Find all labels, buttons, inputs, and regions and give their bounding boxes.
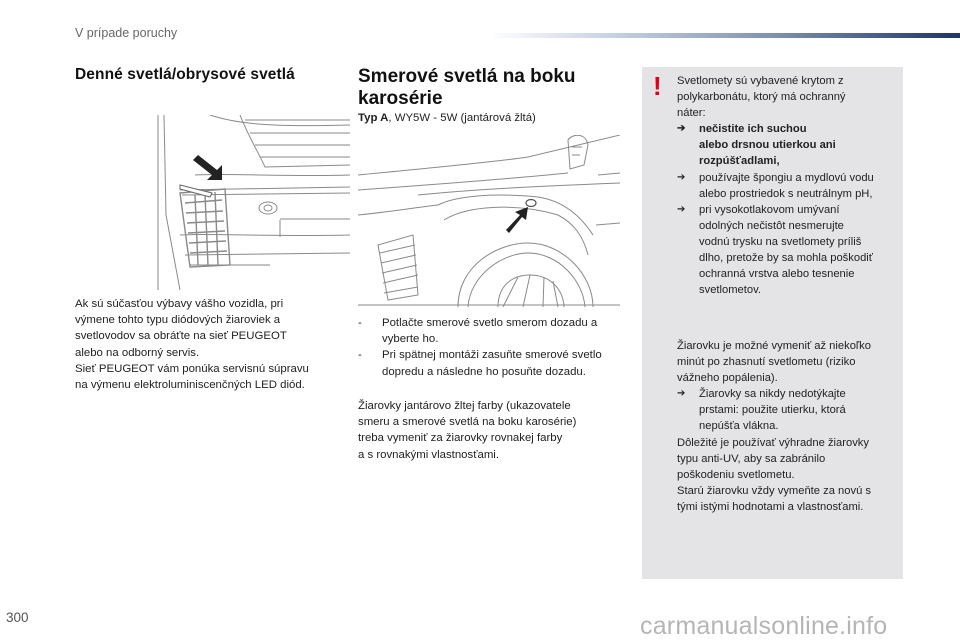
paragraph-line: a s rovnakými vlastnosťami. xyxy=(358,448,500,461)
note-line: poškodeniu svetlometu. xyxy=(677,468,795,481)
paragraph-line: Sieť PEUGEOT vám ponúka servisnú súpravu xyxy=(75,362,309,375)
bullet-line: odolných nečistôt nesmerujte xyxy=(699,219,844,232)
bullet-line: nepúšťa vlákna. xyxy=(699,420,779,433)
bulb-type-value: , WY5W - 5W (jantárová žltá) xyxy=(388,112,536,124)
bullet-line: používajte špongiu a mydlovú vodu xyxy=(699,171,874,184)
section-header: V prípade poruchy xyxy=(75,26,178,40)
bullet-line: alebo drsnou utierkou ani xyxy=(699,139,836,152)
note-line: tými istými hodnotami a vlastnosťami. xyxy=(677,500,864,513)
paragraph-line: alebo na odborný servis. xyxy=(75,346,200,359)
note-line: polykarbonátu, ktorý má ochranný xyxy=(677,91,846,104)
middle-heading xyxy=(358,66,628,110)
note-line: Svetlomety sú vybavené krytom z xyxy=(677,75,844,87)
bullet-line: prstami: použite utierku, ktorá xyxy=(699,404,846,417)
bullet-line: dlho, pretože by sa mohla poškodiť xyxy=(699,252,873,265)
left-heading: Denné svetlá/obrysové svetlá xyxy=(75,66,295,83)
figure-side-indicator xyxy=(358,135,620,307)
bullet-line: pri vysokotlakovom umývaní xyxy=(699,203,840,216)
note-line: Žiarovku je možné vymeniť až niekoľko xyxy=(677,340,871,352)
bullet-line: alebo prostriedok s neutrálnym pH, xyxy=(699,187,873,200)
bulb-type-line xyxy=(358,112,536,124)
bullet-line: vodnú trysku na svetlomety príliš xyxy=(699,235,862,248)
watermark: carmanualsonline.info xyxy=(640,612,888,640)
paragraph-line: treba vymeniť za žiarovky rovnakej farby xyxy=(358,432,563,445)
list-item xyxy=(358,347,628,379)
middle-heading-line1: Smerové svetlá na boku xyxy=(358,66,576,87)
note-line: Starú žiarovku vždy vymeňte za novú s xyxy=(677,484,872,497)
paragraph-line: svetlovodov sa obráťte na sieť PEUGEOT xyxy=(75,330,287,343)
bullet-icon: ➔ xyxy=(677,123,686,135)
bullet-line: ochranná vrstva alebo tesnenie xyxy=(699,268,855,281)
step-dash: - xyxy=(358,349,362,362)
list-item xyxy=(677,121,895,169)
step-text-line: Pri spätnej montáži zasuňte smerové svetlo xyxy=(382,349,602,362)
note-line: minút po zhasnutí svetlometu (riziko xyxy=(677,356,856,369)
note-bullets xyxy=(677,386,895,434)
middle-heading-line2: karosérie xyxy=(358,88,443,109)
paragraph-line: Žiarovky jantárovo žltej farby (ukazovatele xyxy=(358,400,571,412)
note-text-second xyxy=(677,338,895,515)
bullet-line: rozpúšťadlami, xyxy=(699,155,780,168)
paragraph-line: smeru a smerové svetlá na boku karosérie) xyxy=(358,416,577,429)
middle-paragraph xyxy=(358,398,628,463)
list-item xyxy=(677,202,895,299)
list-item xyxy=(358,315,628,347)
note-line: typu anti-UV, aby sa zabránilo xyxy=(677,452,826,465)
left-paragraph xyxy=(75,296,320,393)
note-line: Dôležité je používať výhradne žiarovky xyxy=(677,436,869,449)
bullet-line: nečistite ich suchou xyxy=(699,123,807,136)
paragraph-line: výmene tohto typu diódových žiaroviek a xyxy=(75,314,281,327)
bullet-line: svetlometov. xyxy=(699,284,761,297)
note-text xyxy=(677,73,895,298)
bullet-icon: ➔ xyxy=(677,171,686,183)
step-dash: - xyxy=(358,317,362,329)
paragraph-line: na výmenu elektroluminiscenčných LED diód. xyxy=(75,379,305,392)
step-text-line: dopredu a následne ho posuňte dozadu. xyxy=(382,365,586,378)
step-text-line: vyberte ho. xyxy=(382,333,439,346)
step-text-line: Potlačte smerové svetlo smerom dozadu a xyxy=(382,317,598,329)
note-line: náter: xyxy=(677,107,706,120)
note-bullets xyxy=(677,121,895,298)
bullet-line: Žiarovky sa nikdy nedotýkajte xyxy=(699,388,846,401)
figure-daytime-lights xyxy=(150,115,350,290)
bullet-icon: ➔ xyxy=(677,203,686,215)
paragraph-line: Ak sú súčasťou výbavy vášho vozidla, pri xyxy=(75,298,284,310)
note-line: vážneho popálenia). xyxy=(677,372,778,385)
header-accent-bar xyxy=(490,33,960,38)
warning-icon: ! xyxy=(653,71,662,101)
list-item xyxy=(677,170,895,202)
bulb-type-label: Typ A xyxy=(358,112,389,124)
page-number: 300 xyxy=(6,610,29,625)
list-item xyxy=(677,386,895,434)
bullet-icon: ➔ xyxy=(677,388,686,400)
steps-list xyxy=(358,315,628,380)
